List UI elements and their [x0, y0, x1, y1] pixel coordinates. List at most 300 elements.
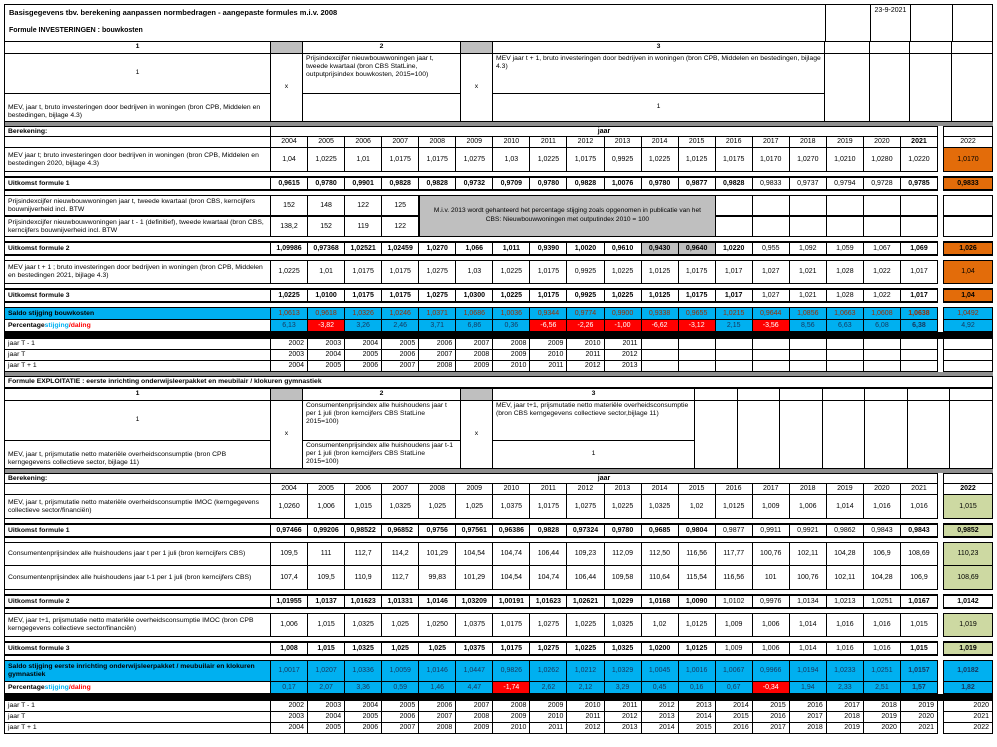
value-cell: 0,9780: [308, 176, 345, 191]
data-row: [5, 613, 993, 637]
value-cell: 0,9877: [679, 176, 716, 191]
value-cell: 1,0213: [827, 594, 864, 609]
row-label: MEV, jaar t+1, prijsmutatie netto materiële overheidsconsumptie IMOC (bron CPB kerngegevens collectieve sector/financiën): [5, 613, 271, 637]
value-cell: 2,07: [308, 682, 345, 694]
year-header: 2011: [530, 137, 567, 148]
yearrow-label: jaar T + 1: [5, 361, 271, 372]
value-cell: 1,028: [827, 288, 864, 303]
value-cell: 1,02521: [345, 241, 382, 256]
value-cell: 1,46: [419, 682, 456, 694]
x-header-cell: [461, 42, 493, 54]
value-cell: 1,006: [753, 613, 790, 637]
value-cell: 0,9780: [530, 176, 567, 191]
year-cell: 2014: [679, 712, 716, 723]
value-cell: 6,13: [271, 320, 308, 332]
uitkomst-row: [5, 641, 993, 656]
yearrow-row: [5, 712, 993, 723]
value-cell: 0,9828: [567, 176, 604, 191]
value-cell: 1,0175: [382, 288, 419, 303]
year-cell: 2017: [790, 712, 827, 723]
value-cell: 1,015: [308, 613, 345, 637]
value-cell: 104,28: [864, 566, 901, 590]
year-cell: [753, 350, 790, 361]
year-header: 2022: [943, 484, 993, 495]
berekening-header-row: [5, 473, 993, 484]
value-cell: 1,015: [943, 495, 993, 519]
year-header: 2006: [345, 137, 382, 148]
value-cell: 1,0200: [642, 641, 679, 656]
row-label: MEV, jaar t, prijsmutatie netto materiële overheidsconsumptie IMOC (kerngegevens collectieve sector/financiën): [5, 495, 271, 519]
value-cell: 112,7: [345, 542, 382, 566]
value-cell: 1,092: [790, 241, 827, 256]
year-cell: 2008: [456, 350, 493, 361]
year-cell: 2009: [493, 350, 530, 361]
empty-cell: [952, 5, 993, 41]
year-cell: 2003: [308, 701, 345, 712]
value-cell: 0,9900: [605, 307, 642, 320]
date-cell: 23-9-2021: [870, 5, 910, 41]
value-cell: 4,47: [456, 682, 493, 694]
value-cell: 0,9828: [530, 523, 567, 538]
year-cell: 2013: [605, 723, 642, 734]
data-row: [5, 566, 993, 590]
value-cell: 108,69: [901, 542, 938, 566]
row-label: Prijsindexcijfer nieuwbouwwoningen jaar t - 1 (definitief), tweede kwartaal (bron CBS, kerncijfers bouwnijverheid incl. BTW: [5, 216, 271, 237]
year-header: 2008: [419, 484, 456, 495]
year-cell: 2009: [493, 712, 530, 723]
value-cell: 1,0300: [456, 288, 493, 303]
value-cell: 1,0613: [271, 307, 308, 320]
value-cell: 107,4: [271, 566, 308, 590]
year-cell: 2006: [345, 723, 382, 734]
value-cell: 106,44: [530, 542, 567, 566]
value-cell: 1,014: [827, 495, 864, 519]
value-cell: 1,0447: [456, 660, 493, 682]
multiply-x: x: [271, 401, 303, 469]
value-cell: 1,022: [864, 288, 901, 303]
value-cell: 1,0225: [567, 641, 604, 656]
saldo-label: Saldo stijging bouwkosten: [5, 307, 271, 320]
year-header: 2004: [271, 137, 308, 148]
value-cell: 1,028: [827, 260, 864, 284]
value-cell: 1,025: [456, 495, 493, 519]
value-cell: 1,0371: [419, 307, 456, 320]
value-cell: 0,9828: [716, 176, 753, 191]
value-cell: 1,0175: [679, 288, 716, 303]
year-cell: 2003: [271, 712, 308, 723]
formula-col1-number: 1: [5, 42, 271, 54]
empty-cell: [901, 195, 938, 216]
value-cell: 1,0275: [530, 613, 567, 637]
value-cell: 1,006: [753, 641, 790, 656]
value-cell: -2,26: [567, 320, 604, 332]
value-cell: 0,9976: [753, 594, 790, 609]
value-cell: 1,0225: [271, 260, 308, 284]
value-cell: 1,017: [716, 288, 753, 303]
empty-cell: [943, 473, 993, 484]
year-cell: 2011: [567, 350, 604, 361]
year-cell: 2013: [642, 712, 679, 723]
value-cell: 1,015: [901, 613, 938, 637]
value-cell: 104,54: [456, 542, 493, 566]
year-cell: 2011: [567, 712, 604, 723]
value-cell: 1,027: [753, 288, 790, 303]
value-cell: 0,9780: [642, 176, 679, 191]
year-header: 2009: [456, 484, 493, 495]
value-cell: 0,98522: [345, 523, 382, 538]
year-cell: 2009: [530, 701, 567, 712]
year-cell: 2016: [753, 712, 790, 723]
year-cell: 2006: [382, 712, 419, 723]
pct-row: [5, 682, 993, 694]
title-area: [5, 5, 825, 41]
year-cell: 2020: [864, 723, 901, 734]
value-cell: 1,01331: [382, 594, 419, 609]
year-header: 2016: [716, 137, 753, 148]
value-cell: 1,0175: [493, 613, 530, 637]
value-cell: 1,0225: [530, 148, 567, 172]
value-cell: 1,0270: [419, 241, 456, 256]
year-cell: 2005: [382, 339, 419, 350]
year-header: 2020: [864, 137, 901, 148]
value-cell: 1,0220: [716, 241, 753, 256]
year-cell: 2003: [271, 350, 308, 361]
value-cell: 1,0275: [530, 641, 567, 656]
value-cell: 1,57: [901, 682, 938, 694]
year-cell: 2004: [308, 350, 345, 361]
formula-numerator: 1: [5, 401, 271, 441]
value-cell: 0,9756: [419, 523, 456, 538]
value-cell: 1,006: [271, 613, 308, 637]
value-cell: 1,009: [716, 613, 753, 637]
value-cell: 1,059: [827, 241, 864, 256]
value-cell: -0,34: [753, 682, 790, 694]
formula-mid-top-label: Prijsindexcijfer nieuwbouwwoningen jaar t, tweede kwartaal (bron CBS StatLine, outputprijsindex bouwkosten, 2015=100): [303, 54, 461, 94]
value-cell: 0,36: [493, 320, 530, 332]
year-header: 2015: [679, 484, 716, 495]
value-cell: 0,9925: [567, 288, 604, 303]
value-cell: 1,019: [943, 613, 993, 637]
year-header: 2013: [605, 484, 642, 495]
value-cell: 0,9966: [753, 660, 790, 682]
value-cell: 115,54: [679, 566, 716, 590]
value-cell: 0,9877: [716, 523, 753, 538]
value-cell: 2,33: [827, 682, 864, 694]
value-cell: 1,016: [901, 495, 938, 519]
year-cell: 2020: [901, 712, 938, 723]
empty-cell: [943, 126, 993, 137]
formula-col2-number: 2: [303, 42, 461, 54]
value-cell: 0,9390: [530, 241, 567, 256]
value-cell: 3,36: [345, 682, 382, 694]
year-cell: [716, 361, 753, 372]
value-cell: 1,0017: [271, 660, 308, 682]
value-cell: 8,56: [790, 320, 827, 332]
value-cell: 2,62: [530, 682, 567, 694]
year-header: 2018: [790, 137, 827, 148]
value-cell: 1,0326: [345, 307, 382, 320]
value-cell: 1,0067: [716, 660, 753, 682]
year-cell: 2009: [456, 723, 493, 734]
value-cell: 1,026: [943, 241, 993, 256]
value-cell: 1,0059: [382, 660, 419, 682]
year-cell: 2007: [382, 723, 419, 734]
value-cell: 1,067: [864, 241, 901, 256]
year-cell: 2004: [308, 712, 345, 723]
year-cell: 2012: [605, 350, 642, 361]
value-cell: 1,0076: [605, 176, 642, 191]
value-cell: 102,11: [827, 566, 864, 590]
year-header: 2007: [382, 484, 419, 495]
value-cell: 1,025: [382, 613, 419, 637]
black-divider-bar: [5, 332, 993, 339]
year-cell: 2004: [345, 701, 382, 712]
value-cell: 1,0233: [827, 660, 864, 682]
empty-header-cell: [780, 389, 823, 401]
year-header: 2009: [456, 137, 493, 148]
value-cell: 1,82: [943, 682, 993, 694]
value-cell: 1,0142: [943, 594, 993, 609]
year-cell: 2007: [419, 350, 456, 361]
year-cell: 2021: [943, 712, 993, 723]
year-cell: 2007: [456, 701, 493, 712]
value-cell: 1,0146: [419, 594, 456, 609]
year-cell: [679, 350, 716, 361]
year-cell: 2008: [493, 701, 530, 712]
value-cell: 1,0125: [642, 288, 679, 303]
year-cell: [790, 361, 827, 372]
year-header: 2014: [642, 484, 679, 495]
value-cell: 1,0182: [943, 660, 993, 682]
value-cell: 112,7: [382, 566, 419, 590]
value-cell: 1,09986: [271, 241, 308, 256]
value-cell: -6,62: [642, 320, 679, 332]
empty-cell: [790, 216, 827, 237]
value-cell: 1,0170: [943, 148, 993, 172]
value-cell: 104,54: [493, 566, 530, 590]
value-cell: 0,9843: [901, 523, 938, 538]
cbs-note: M.i.v. 2013 wordt gehanteerd het percentage stijging zoals opgenomen in publicatie van het CBS: Nieuwbouwwoningen met outputindex 2010 = 100: [419, 195, 715, 237]
value-cell: 1,0325: [605, 641, 642, 656]
value-cell: 1,0016: [679, 660, 716, 682]
year-cell: [642, 350, 679, 361]
formula-mid-top-label: Consumentenprijsindex alle huishoudens jaar t per 1 juli (bron kerncijfers CBS StatLine 2015=100): [303, 401, 461, 441]
empty-cell: [943, 195, 993, 216]
year-cell: 2015: [753, 701, 790, 712]
section1-formule-title: Formule INVESTERINGEN : bouwkosten: [9, 27, 143, 34]
formula-col2-number: 2: [303, 389, 461, 401]
value-cell: 117,77: [716, 542, 753, 566]
value-cell: 1,03: [456, 260, 493, 284]
yearrow-label: jaar T: [5, 712, 271, 723]
value-cell: 1,0225: [567, 613, 604, 637]
value-cell: 1,015: [345, 495, 382, 519]
daling-word: /daling: [68, 683, 91, 691]
value-cell: 0,9780: [605, 523, 642, 538]
value-cell: 1,0375: [493, 495, 530, 519]
yearrow-row: [5, 701, 993, 712]
value-cell: 1,0125: [716, 495, 753, 519]
value-cell: 0,16: [679, 682, 716, 694]
year-cell: 2005: [345, 712, 382, 723]
value-cell: 0,9843: [864, 523, 901, 538]
year-cell: 2006: [345, 361, 382, 372]
yearrow-row: [5, 350, 993, 361]
value-cell: 0,9826: [493, 660, 530, 682]
year-cell: 2016: [790, 701, 827, 712]
empty-cell: [825, 54, 870, 122]
data-row: [5, 260, 993, 284]
year-cell: [901, 361, 938, 372]
value-cell: 0,9774: [567, 307, 604, 320]
year-cell: 2016: [716, 723, 753, 734]
value-cell: 0,9685: [642, 523, 679, 538]
year-cell: 2019: [901, 701, 938, 712]
value-cell: 1,0325: [642, 495, 679, 519]
yearrow-label: jaar T - 1: [5, 701, 271, 712]
value-cell: 2,46: [382, 320, 419, 332]
value-cell: 1,0325: [345, 613, 382, 637]
multiply-x: x: [461, 401, 493, 469]
value-cell: 1,0175: [345, 260, 382, 284]
formula-denominator: 1: [493, 441, 695, 469]
x-header-cell: [461, 389, 493, 401]
year-cell: 2015: [716, 712, 753, 723]
formula-denominator: 1: [493, 94, 825, 122]
year-cell: 2006: [419, 701, 456, 712]
empty-header-cell: [910, 42, 952, 54]
formula-mid-bottom-label: Consumentenprijsindex alle huishoudens jaar t-1 per 1 juli (bron kerncijfers CBS StatLine 2015=100): [303, 441, 461, 469]
value-cell: 100,76: [790, 566, 827, 590]
value-cell: 1,0260: [271, 495, 308, 519]
year-cell: 2010: [567, 701, 604, 712]
value-cell: 1,0175: [567, 148, 604, 172]
empty-header-cell: [950, 389, 993, 401]
value-cell: 0,97324: [567, 523, 604, 538]
multiply-x: x: [271, 54, 303, 122]
year-cell: [864, 350, 901, 361]
value-cell: 1,0175: [382, 148, 419, 172]
year-cell: 2010: [530, 350, 567, 361]
year-header: 2021: [901, 484, 938, 495]
value-cell: 101,29: [419, 542, 456, 566]
year-cell: 2009: [456, 361, 493, 372]
value-cell: 1,0246: [382, 307, 419, 320]
value-cell: 1,009: [716, 641, 753, 656]
value-cell: 1,019: [943, 641, 993, 656]
title-block: [5, 5, 993, 41]
value-cell: 1,021: [790, 260, 827, 284]
year-cell: 2020: [943, 701, 993, 712]
year-cell: [753, 361, 790, 372]
value-cell: 1,04: [943, 288, 993, 303]
value-cell: 1,0102: [716, 594, 753, 609]
value-cell: 1,0325: [382, 495, 419, 519]
value-cell: 1,0270: [790, 148, 827, 172]
value-cell: 109,58: [605, 566, 642, 590]
year-header: 2005: [308, 484, 345, 495]
value-cell: -6,56: [530, 320, 567, 332]
yearrow-label: jaar T - 1: [5, 339, 271, 350]
year-header: 2010: [493, 137, 530, 148]
uitkomst-label: Uitkomst formule 1: [5, 176, 271, 191]
year-header: 2012: [567, 484, 604, 495]
prijsindex-block: [5, 195, 993, 237]
value-cell: 1,0175: [382, 260, 419, 284]
value-cell: 2,15: [716, 320, 753, 332]
value-cell: 1,069: [901, 241, 938, 256]
value-cell: 1,94: [790, 682, 827, 694]
value-cell: 0,9794: [827, 176, 864, 191]
year-cell: 2012: [567, 361, 604, 372]
value-cell: 0,9901: [345, 176, 382, 191]
yearrow-label: jaar T: [5, 350, 271, 361]
value-cell: 112,50: [642, 542, 679, 566]
black-divider-bar: [5, 694, 993, 701]
value-cell: 0,96852: [382, 523, 419, 538]
year-cell: [679, 339, 716, 350]
value-cell: 112,09: [605, 542, 642, 566]
empty-cell: [827, 216, 864, 237]
empty-cell: [716, 195, 753, 216]
uitkomst-label: Uitkomst formule 2: [5, 241, 271, 256]
value-cell: 1,0638: [901, 307, 938, 320]
value-cell: -3,82: [308, 320, 345, 332]
yearrow-row: [5, 361, 993, 372]
year-cell: 2019: [864, 712, 901, 723]
value-cell: 1,0275: [419, 260, 456, 284]
value-cell: 109,23: [567, 542, 604, 566]
value-cell: 0,9911: [753, 523, 790, 538]
value-cell: 104,28: [827, 542, 864, 566]
value-cell: 2,12: [567, 682, 604, 694]
year-cell: [864, 361, 901, 372]
year-cell: 2005: [308, 361, 345, 372]
value-cell: 1,021: [790, 288, 827, 303]
x-header-cell: [271, 389, 303, 401]
year-cell: 2008: [419, 361, 456, 372]
value-cell: 0,9925: [567, 260, 604, 284]
empty-header-cell: [952, 42, 993, 54]
value-cell: 1,025: [419, 641, 456, 656]
value-cell: 1,0280: [864, 148, 901, 172]
year-cell: [679, 361, 716, 372]
berekening-header-row: [5, 126, 993, 137]
year-cell: 2018: [827, 712, 864, 723]
value-cell: 104,74: [530, 566, 567, 590]
value-cell: 152: [271, 195, 308, 216]
year-cell: [642, 361, 679, 372]
value-cell: 1,0137: [308, 594, 345, 609]
jaar-span-label: jaar: [271, 126, 938, 137]
value-cell: 111: [308, 542, 345, 566]
year-header: 2020: [864, 484, 901, 495]
value-cell: 1,066: [456, 241, 493, 256]
empty-cell: [738, 401, 781, 469]
year-cell: 2006: [382, 350, 419, 361]
value-cell: 0,9785: [901, 176, 938, 191]
percentage-word: Percentage: [8, 683, 45, 691]
year-cell: 2004: [345, 339, 382, 350]
value-cell: 1,03209: [456, 594, 493, 609]
empty-cell: [780, 401, 823, 469]
empty-header-cell: [695, 389, 738, 401]
year-header-row: [5, 484, 993, 495]
value-cell: 99,83: [419, 566, 456, 590]
value-cell: 3,29: [605, 682, 642, 694]
data-row: [5, 542, 993, 566]
year-cell: [827, 339, 864, 350]
